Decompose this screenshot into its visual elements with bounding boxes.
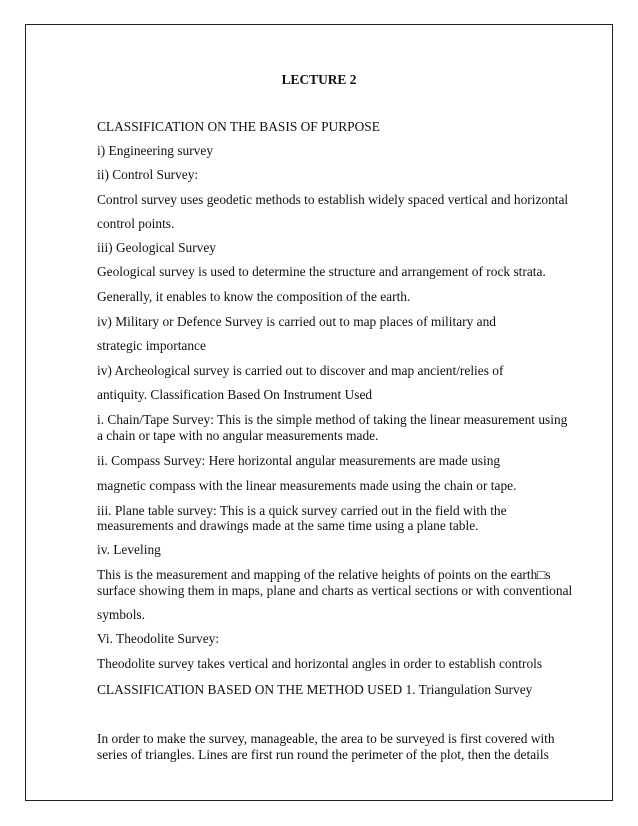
text-line: ii. Compass Survey: Here horizontal angular measurements are made using <box>97 453 501 468</box>
text-line: measurements and drawings made at the same time using a plane table. <box>97 518 479 533</box>
text-line: Theodolite survey takes vertical and horizontal angles in order to establish controls <box>97 656 543 671</box>
text-line: In order to make the survey, manageable, the area to be surveyed is first covered with <box>97 731 555 746</box>
text-line: i. Chain/Tape Survey: This is the simple method of taking the linear measurement using <box>97 412 568 427</box>
text-line: iii) Geological Survey <box>97 240 216 255</box>
text-line: surface showing them in maps, plane and charts as vertical sections or with conventional <box>97 583 573 598</box>
text-line: This is the measurement and mapping of the relative heights of points on the earth□s <box>97 567 551 582</box>
text-line: iv) Archeological survey is carried out to discover and map ancient/relies of <box>97 363 504 378</box>
text-line: ii) Control Survey: <box>97 167 199 182</box>
text-line: control points. <box>97 216 175 231</box>
text-line: CLASSIFICATION ON THE BASIS OF PURPOSE <box>97 119 380 134</box>
text-line: Control survey uses geodetic methods to establish widely spaced vertical and horizontal <box>97 192 569 207</box>
text-line: series of triangles. Lines are first run round the perimeter of the plot, then the details <box>97 747 549 762</box>
page-title: LECTURE 2 <box>281 72 357 87</box>
text-line: symbols. <box>97 607 145 622</box>
text-line: iii. Plane table survey: This is a quick survey carried out in the field with the <box>97 503 507 518</box>
text-line: iv) Military or Defence Survey is carried out to map places of military and <box>97 314 496 329</box>
text-line: strategic importance <box>97 338 206 353</box>
text-line: Vi. Theodolite Survey: <box>97 631 220 646</box>
text-line: Generally, it enables to know the composition of the earth. <box>97 289 411 304</box>
text-line: magnetic compass with the linear measurements made using the chain or tape. <box>97 478 517 493</box>
text-line: i) Engineering survey <box>97 143 214 158</box>
text-line: iv. Leveling <box>97 542 161 557</box>
text-line: a chain or tape with no angular measurements made. <box>97 428 379 443</box>
text-line: antiquity. Classification Based On Instrument Used <box>97 387 373 402</box>
text-line: CLASSIFICATION BASED ON THE METHOD USED 1. Triangulation Survey <box>97 682 533 697</box>
text-line: Geological survey is used to determine the structure and arrangement of rock strata. <box>97 264 546 279</box>
